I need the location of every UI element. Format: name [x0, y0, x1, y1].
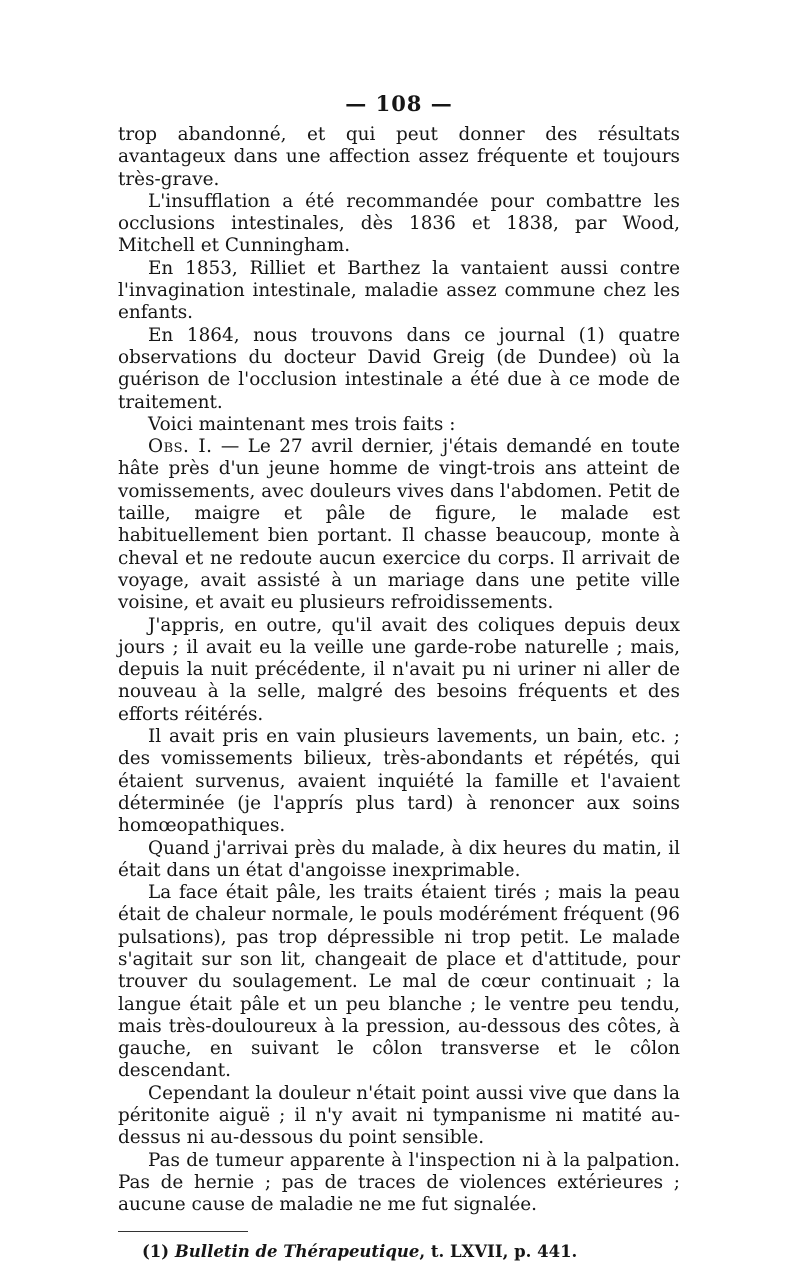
paragraph-voici: Voici maintenant mes trois faits :	[148, 413, 456, 435]
paragraph-obs-1	[118, 436, 680, 614]
paragraph-1864: En 1864, nous trouvons dans ce journal (1) quatre observations du docteur David Greig (de Dundee) où la guérison de l'occlusion intestinale a été due à ce mode de traitement.	[118, 324, 680, 413]
footnote-source: Bulletin de Thérapeutique	[174, 1241, 420, 1261]
paragraph-continuation: trop abandonné, et qui peut donner des résultats avantageux dans une affection assez fréquente et toujours très-grave.	[118, 124, 680, 190]
paragraph-1853: En 1853, Rilliet et Barthez la vantaient aussi contre l'invagination intestinale, maladie assez commune chez les enfants.	[118, 257, 680, 324]
observation-heading: Obs. I.	[148, 436, 213, 458]
paragraph-tumeur: Pas de tumeur apparente à l'inspection ni à la palpation. Pas de hernie ; pas de traces de violences extérieures ; aucune cause de maladie ne me fut signalée.	[118, 1149, 680, 1216]
paragraph-lavements: Il avait pris en vain plusieurs lavements, un bain, etc. ; des vomissements bilieux, très-abondants et répétés, qui étaient survenus, avaient inquiété la famille et l'avaient déterminée (je l'apprís plus tard) à renoncer aux soins homœopathiques.	[118, 726, 680, 837]
paragraph-arrivee: Quand j'arrivai près du malade, à dix heures du matin, il était dans un état d'angoisse inexprimable.	[118, 837, 680, 881]
paragraph-face: La face était pâle, les traits étaient tirés ; mais la peau était de chaleur normale, le pouls modérément fréquent (96 pulsations), pas trop dépressible ni trop petit. Le malade s'agitait sur son lit, changeait de place et d'attitude, pour trouver du soulagement. Le mal de cœur continuait ; la langue était pâle et un peu blanche ; le ventre peu tendu, mais très-douloureux à la pression, au-dessous des côtes, à gauche, en suivant le côlon transverse et le côlon descendant.	[118, 882, 680, 1082]
footnote	[118, 1242, 680, 1262]
paragraph-coliques: J'appris, en outre, qu'il avait des coliques depuis deux jours ; il avait eu la veille une garde-robe naturelle ; mais, depuis la nuit précédente, il n'avait pu ni uriner ni aller de nouveau à la selle, malgré des besoins fréquents et des efforts réitérés.	[118, 614, 680, 725]
footnote-divider	[118, 1231, 248, 1232]
page-number: — 108 —	[345, 91, 453, 116]
paragraph-insufflation: L'insufflation a été recommandée pour combattre les occlusions intestinales, dès 1836 et 1838, par Wood, Mitchell et Cunningham.	[118, 190, 680, 257]
observation-text: — Le 27 avril dernier, j'étais demandé en toute hâte près d'un jeune homme de vingt-trois ans atteint de vomissements, avec douleurs vives dans l'abdomen. Petit de taille, maigre et pâle de figure, le malade est habituellement bien portant. Il chasse beaucoup, monte à cheval et ne redoute aucun exercice du corps. Il arrivait de voyage, avait assisté à un mariage dans une petite ville voisine, et avait eu plusieurs refroidissements.	[118, 436, 680, 614]
text-block	[118, 92, 680, 1262]
footnote-marker: (1)	[142, 1241, 170, 1261]
footnote-reference: , t. LXVII, p. 441.	[419, 1241, 578, 1261]
paragraph-douleur: Cependant la douleur n'était point aussi vive que dans la péritonite aiguë ; il n'y avait ni tympanisme ni matité au-dessus ni au-dessous du point sensible.	[118, 1082, 680, 1149]
